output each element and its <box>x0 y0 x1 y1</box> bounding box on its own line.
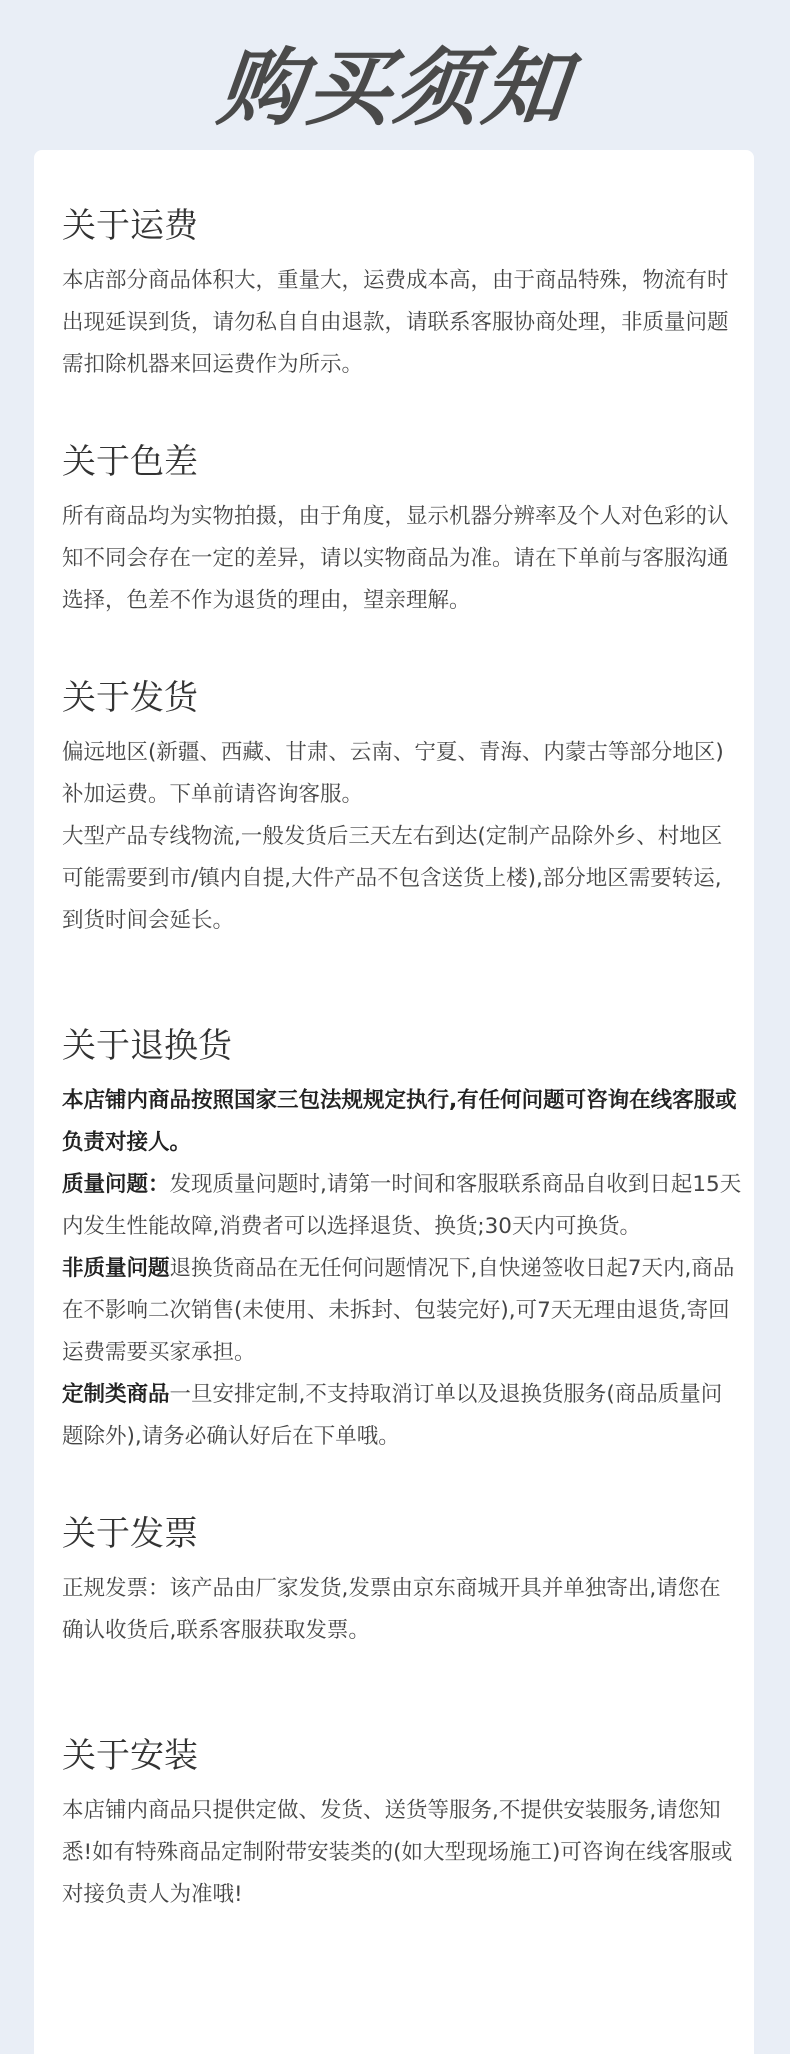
section-shipping-fee <box>62 202 742 386</box>
custom-products-text: 一旦安排定制,不支持取消订单以及退换货服务(商品质量问题除外),请务必确认好后在下单哦。 <box>62 1382 723 1449</box>
section-returns <box>62 1022 742 1458</box>
section-text: 本店铺内商品只提供定做、发货、送货等服务,不提供安装服务,请您知悉!如有特殊商品定制附带安装类的(如大型现场施工)可咨询在线客服或对接负责人为准哦! <box>62 1798 733 1907</box>
section-text: 所有商品均为实物拍摄，由于角度，显示机器分辨率及个人对色彩的认知不同会存在一定的差异，请以实物商品为准。请在下单前与客服沟通选择，色差不作为退货的理由，望亲理解。 <box>62 504 729 613</box>
custom-products <box>62 1374 742 1458</box>
notice-card <box>34 150 754 2054</box>
section-heading: 关于发货 <box>62 678 198 718</box>
returns-policy <box>62 1080 742 1164</box>
non-quality-issue-text: 退换货商品在无任何问题情况下,自快递签收日起7天内,商品在不影响二次销售(未使用、未拆封、包装完好),可7天无理由退货,寄回运费需要买家承担。 <box>62 1256 735 1365</box>
non-quality-issue <box>62 1248 742 1374</box>
quality-issue <box>62 1164 742 1248</box>
section-text: 本店部分商品体积大，重量大，运费成本高，由于商品特殊，物流有时出现延误到货，请勿私自自由退款，请联系客服协商处理，非质量问题需扣除机器来回运费作为所示。 <box>62 268 729 377</box>
section-text: 偏远地区(新疆、西藏、甘肃、云南、宁夏、青海、内蒙古等部分地区)补加运费。下单前请咨询客服。 <box>62 740 724 807</box>
quality-issue-label: 质量问题： <box>62 1172 170 1197</box>
notice-content <box>62 202 742 1968</box>
returns-policy-bold: 本店铺内商品按照国家三包法规规定执行,有任何问题可咨询在线客服或负责对接人。 <box>62 1088 737 1155</box>
section-color-difference <box>62 438 742 622</box>
section-delivery <box>62 674 742 942</box>
section-heading: 关于发票 <box>62 1514 198 1554</box>
section-heading: 关于运费 <box>62 206 198 246</box>
quality-issue-text: 发现质量问题时,请第一时间和客服联系商品自收到日起15天内发生性能故障,消费者可以选择退货、换货;30天内可换货。 <box>62 1172 742 1239</box>
section-text: 正规发票：该产品由厂家发货,发票由京东商城开具并单独寄出,请您在确认收货后,联系客服获取发票。 <box>62 1576 721 1643</box>
section-heading: 关于退换货 <box>62 1026 232 1066</box>
section-invoice <box>62 1510 742 1652</box>
section-installation <box>62 1732 742 1916</box>
non-quality-issue-label: 非质量问题 <box>62 1256 170 1281</box>
page-title: 购买须知 <box>213 39 577 137</box>
custom-products-label: 定制类商品 <box>62 1382 170 1407</box>
section-text: 大型产品专线物流,一般发货后三天左右到达(定制产品除外乡、村地区可能需要到市/镇内自提,大件产品不包含送货上楼),部分地区需要转运,到货时间会延长。 <box>62 824 723 933</box>
section-heading: 关于色差 <box>62 442 198 482</box>
section-heading: 关于安装 <box>62 1736 198 1776</box>
